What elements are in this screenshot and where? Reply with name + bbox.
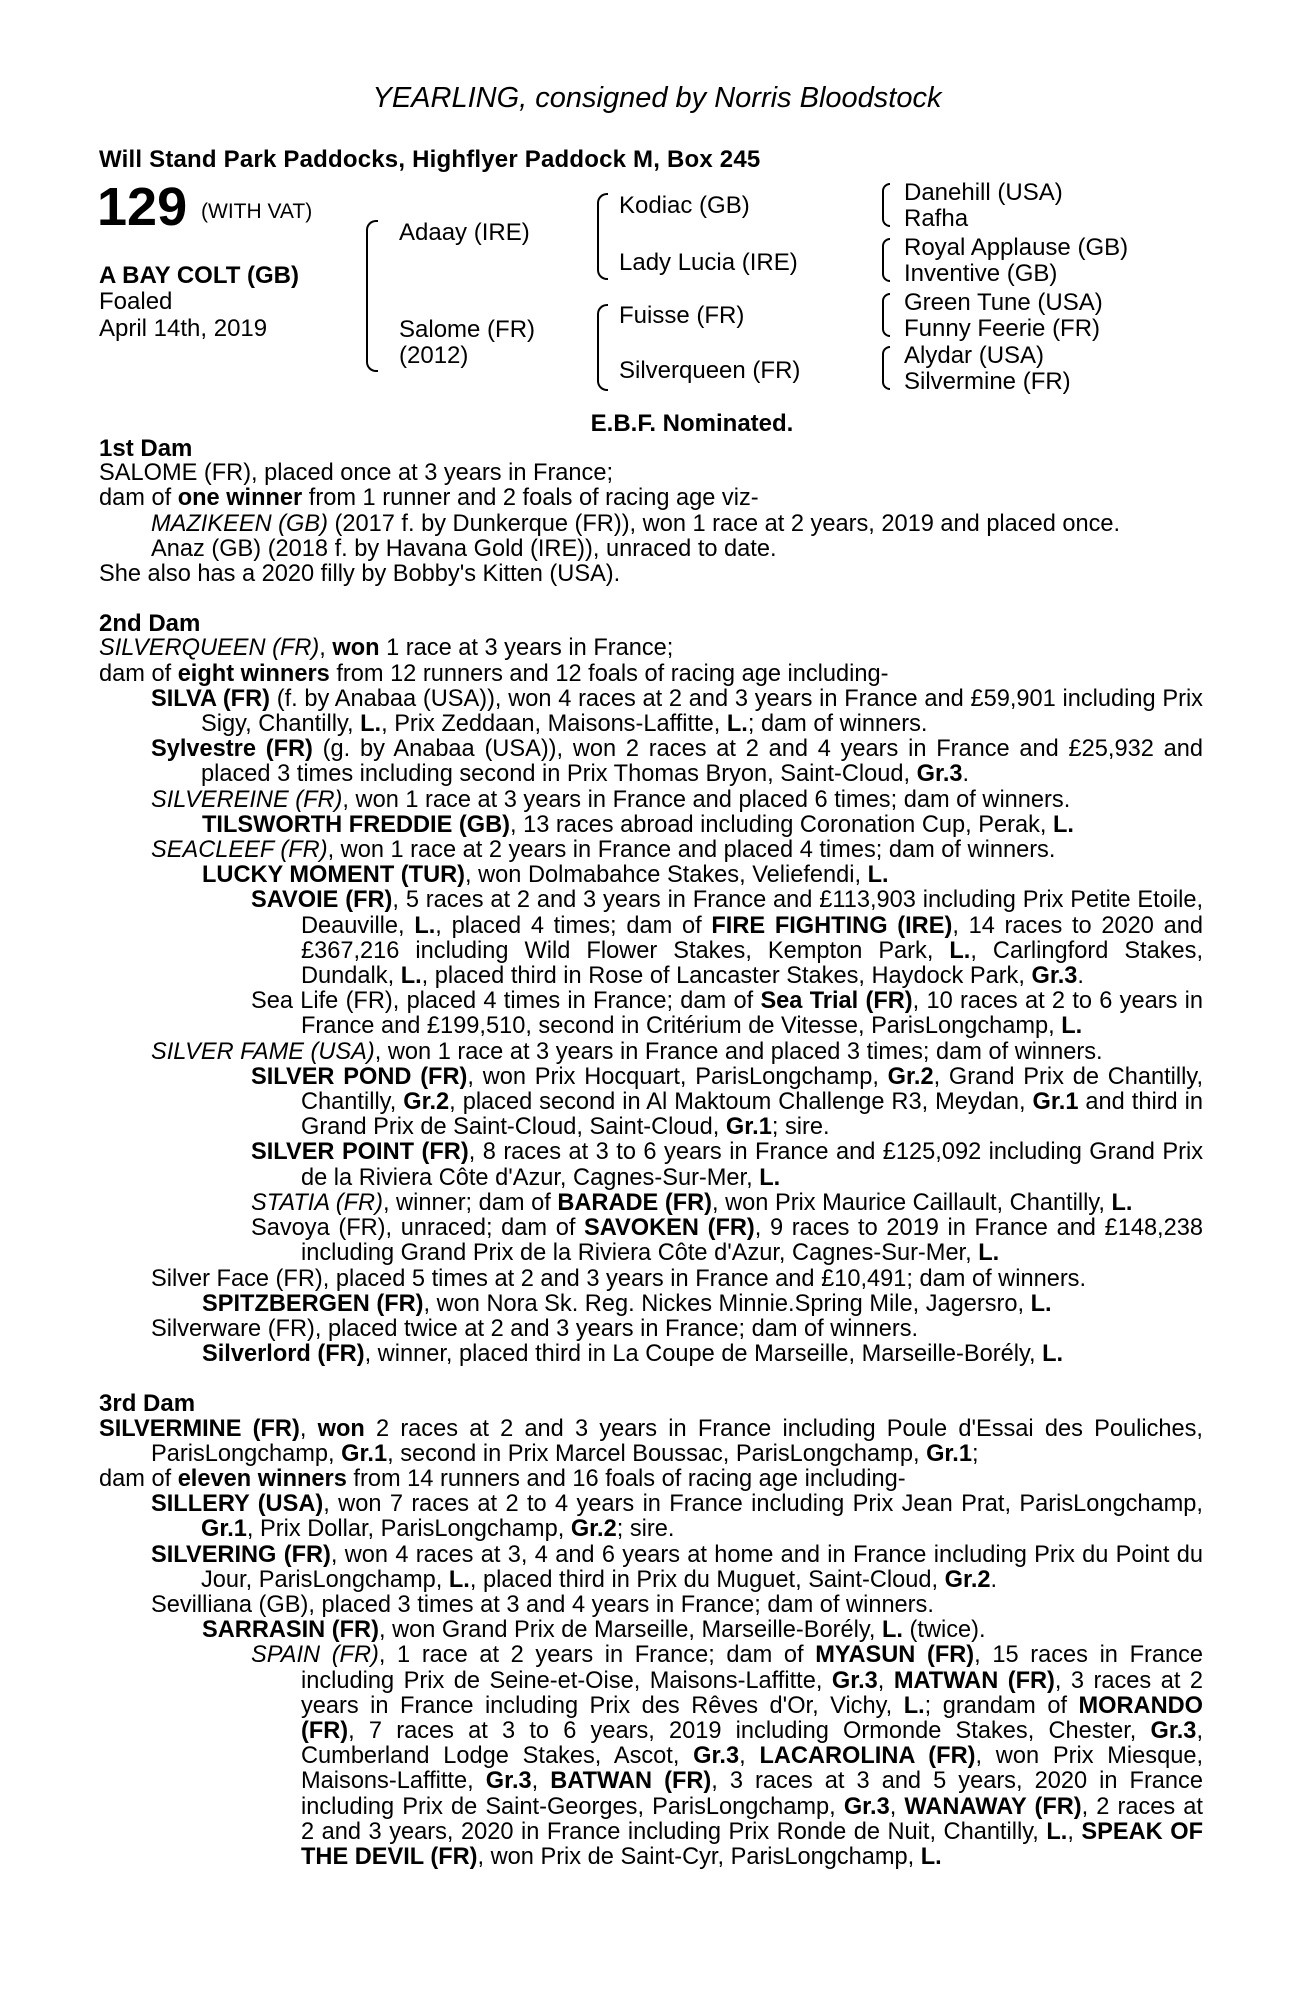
list-item: SARRASIN (FR), won Grand Prix de Marseille, Marseille-Borély, L. (twice). <box>202 1617 986 1644</box>
third-dam-line: SILVERMINE (FR), won 2 races at 2 and 3 years in France including Poule d'Essai des Pouliches, ParisLongchamp, Gr.1, second in Prix Marcel Boussac, ParisLongchamp, Gr.1; <box>99 1415 1203 1467</box>
list-item: SPITZBERGEN (FR), won Nora Sk. Reg. Nickes Minnie.Spring Mile, Jagersro, L. <box>202 1290 1052 1317</box>
pedigree-sire-sire: Kodiac (GB) <box>619 192 750 219</box>
list-item: STATIA (FR), winner; dam of BARADE (FR), won Prix Maurice Caillault, Chantilly, L. <box>251 1189 1133 1216</box>
list-item: Sylvestre (FR) (g. by Anabaa (USA)), won 2 races at 2 and 4 years in France and £25,932 and placed 3 times including second in Prix Thomas Bryon, Saint-Cloud, Gr.3. <box>151 736 1203 788</box>
list-item: SAVOIE (FR), 5 races at 2 and 3 years in France and £113,903 including Prix Petite Etoile, Deauville, L., placed 4 times; dam of FIRE FIGHTING (IRE), 14 races to 2020 and £367,216 including Wild Flower Stakes, Kempton Park, L., Carlingford Stakes, Dundalk, L., placed third in Rose of Lancaster Stakes, Haydock Park, Gr.3. <box>251 887 1203 990</box>
pedigree-bracket-main <box>366 220 378 372</box>
second-dam-heading: 2nd Dam <box>99 610 201 638</box>
list-item: SILVA (FR) (f. by Anabaa (USA)), won 4 races at 2 and 3 years in France and £59,901 including Prix Sigy, Chantilly, L., Prix Zeddaan, Maisons-Laffitte, L.; dam of winners. <box>151 685 1203 738</box>
list-item: SILVER POINT (FR), 8 races at 3 to 6 years in France and £125,092 including Grand Prix de la Riviera Côte d'Azur, Cagnes-Sur-Mer, L. <box>251 1139 1203 1191</box>
pedigree-sire: Adaay (IRE) <box>399 219 530 246</box>
location-line: Will Stand Park Paddocks, Highflyer Paddock M, Box 245 <box>99 146 761 173</box>
list-item: SILLERY (USA), won 7 races at 2 to 4 years in France including Prix Jean Prat, ParisLongchamp, Gr.1, Prix Dollar, ParisLongchamp, Gr.2; sire. <box>151 1491 1203 1543</box>
catalogue-body <box>99 436 1203 1870</box>
page-header: YEARLING, consigned by Norris Bloodstock <box>372 82 942 114</box>
list-item: Silver Face (FR), placed 5 times at 2 and 3 years in France and £10,491; dam of winners. <box>151 1265 1087 1292</box>
second-dam-produce: dam of eight winners from 12 runners and 12 foals of racing age including- <box>99 660 889 687</box>
pedigree-dam: Salome (FR) (2012) <box>399 316 536 369</box>
pedigree-dam-sire: Fuisse (FR) <box>619 302 745 329</box>
list-item: SILVEREINE (FR), won 1 race at 3 years in France and placed 6 times; dam of winners. <box>151 786 1071 813</box>
pedigree-g2: Royal Applause (GB) Inventive (GB) <box>904 234 1129 287</box>
list-item: Silverlord (FR), winner, placed third in La Coupe de Marseille, Marseille-Borély, L. <box>202 1341 1064 1368</box>
lot-title: A BAY COLT (GB) <box>99 262 300 289</box>
pedigree-g1: Danehill (USA) Rafha <box>904 179 1063 232</box>
list-item: MAZIKEEN (GB) (2017 f. by Dunkerque (FR)), won 1 race at 2 years, 2019 and placed once. <box>151 510 1121 537</box>
list-item: SILVER POND (FR), won Prix Hocquart, ParisLongchamp, Gr.2, Grand Prix de Chantilly, Chantilly, Gr.2, placed second in Al Maktoum Challenge R3, Meydan, Gr.1 and third in Grand Prix de Saint-Cloud, Saint-Cloud, Gr.1; sire. <box>251 1063 1204 1141</box>
pedigree-bracket-g1 <box>882 183 890 227</box>
pedigree-bracket-dam <box>597 304 608 391</box>
list-item: Anaz (GB) (2018 f. by Havana Gold (IRE)), unraced to date. <box>151 535 777 562</box>
first-dam-note: She also has a 2020 filly by Bobby's Kitten (USA). <box>99 561 621 588</box>
first-dam-line: SALOME (FR), placed once at 3 years in France; <box>99 460 614 487</box>
list-item: SILVER FAME (USA), won 1 race at 3 years in France and placed 3 times; dam of winners. <box>151 1038 1103 1065</box>
first-dam-heading: 1st Dam <box>99 435 193 462</box>
list-item: Silverware (FR), placed twice at 2 and 3 years in France; dam of winners. <box>151 1315 919 1342</box>
third-dam-heading: 3rd Dam <box>99 1390 196 1418</box>
pedigree-bracket-g2 <box>882 238 890 282</box>
list-item: Sevilliana (GB), placed 3 times at 3 and 4 years in France; dam of winners. <box>151 1591 934 1618</box>
list-item: SILVERING (FR), won 4 races at 3, 4 and 6 years at home and in France including Prix du Point du Jour, ParisLongchamp, L., placed third in Prix du Muguet, Saint-Cloud, Gr.2. <box>151 1541 1203 1593</box>
pedigree-bracket-g3 <box>882 293 890 337</box>
vat-note: (WITH VAT) <box>201 200 313 223</box>
list-item: Savoya (FR), unraced; dam of SAVOKEN (FR), 9 races to 2019 in France and £148,238 including Grand Prix de la Riviera Côte d'Azur, Cagnes-Sur-Mer, L. <box>251 1215 1203 1267</box>
pedigree-dam-dam: Silverqueen (FR) <box>619 357 801 384</box>
first-dam-produce: dam of one winner from 1 runner and 2 foals of racing age viz- <box>99 485 759 512</box>
pedigree-sire-dam: Lady Lucia (IRE) <box>619 249 798 276</box>
lot-number: 129 <box>97 177 188 237</box>
third-dam-produce: dam of eleven winners from 14 runners and 16 foals of racing age including- <box>99 1465 906 1492</box>
pedigree-bracket-sire <box>597 193 608 280</box>
pedigree-bracket-g4 <box>882 346 890 390</box>
list-item: Sea Life (FR), placed 4 times in France; dam of Sea Trial (FR), 10 races at 2 to 6 years in France and £199,510, second in Critérium de Vitesse, ParisLongchamp, L. <box>251 988 1204 1040</box>
list-item: SPAIN (FR), 1 race at 2 years in France; dam of MYASUN (FR), 15 races in France including Prix de Seine-et-Oise, Maisons-Laffitte, Gr.3, MATWAN (FR), 3 races at 2 years in France including Prix des Rêves d'Or, Vichy, L.; grandam of MORANDO (FR), 7 races at 3 to 6 years, 2019 including Ormonde Stakes, Chester, Gr.3, Cumberland Lodge Stakes, Ascot, Gr.3, LACAROLINA (FR), won Prix Miesque, Maisons-Laffitte, Gr.3, BATWAN (FR), 3 races at 3 and 5 years, 2020 in France including Prix de Saint-Georges, ParisLongchamp, Gr.3, WANAWAY (FR), 2 races at 2 and 3 years, 2020 in France including Prix Ronde de Nuit, Chantilly, L., SPEAK OF THE DEVIL (FR), won Prix de Saint-Cyr, ParisLongchamp, L. <box>251 1642 1204 1870</box>
list-item: SEACLEEF (FR), won 1 race at 2 years in France and placed 4 times; dam of winners. <box>151 837 1056 864</box>
ebf-nominated: E.B.F. Nominated. <box>590 410 794 437</box>
list-item: TILSWORTH FREDDIE (GB), 13 races abroad including Coronation Cup, Perak, L. <box>202 811 1074 838</box>
second-dam-line: SILVERQUEEN (FR), won 1 race at 3 years in France; <box>99 635 674 662</box>
pedigree-g4: Alydar (USA) Silvermine (FR) <box>904 342 1071 395</box>
pedigree-g3: Green Tune (USA) Funny Feerie (FR) <box>904 289 1103 342</box>
list-item: LUCKY MOMENT (TUR), won Dolmabahce Stakes, Veliefendi, L. <box>202 862 889 889</box>
foaled-info: Foaled April 14th, 2019 <box>99 288 268 342</box>
